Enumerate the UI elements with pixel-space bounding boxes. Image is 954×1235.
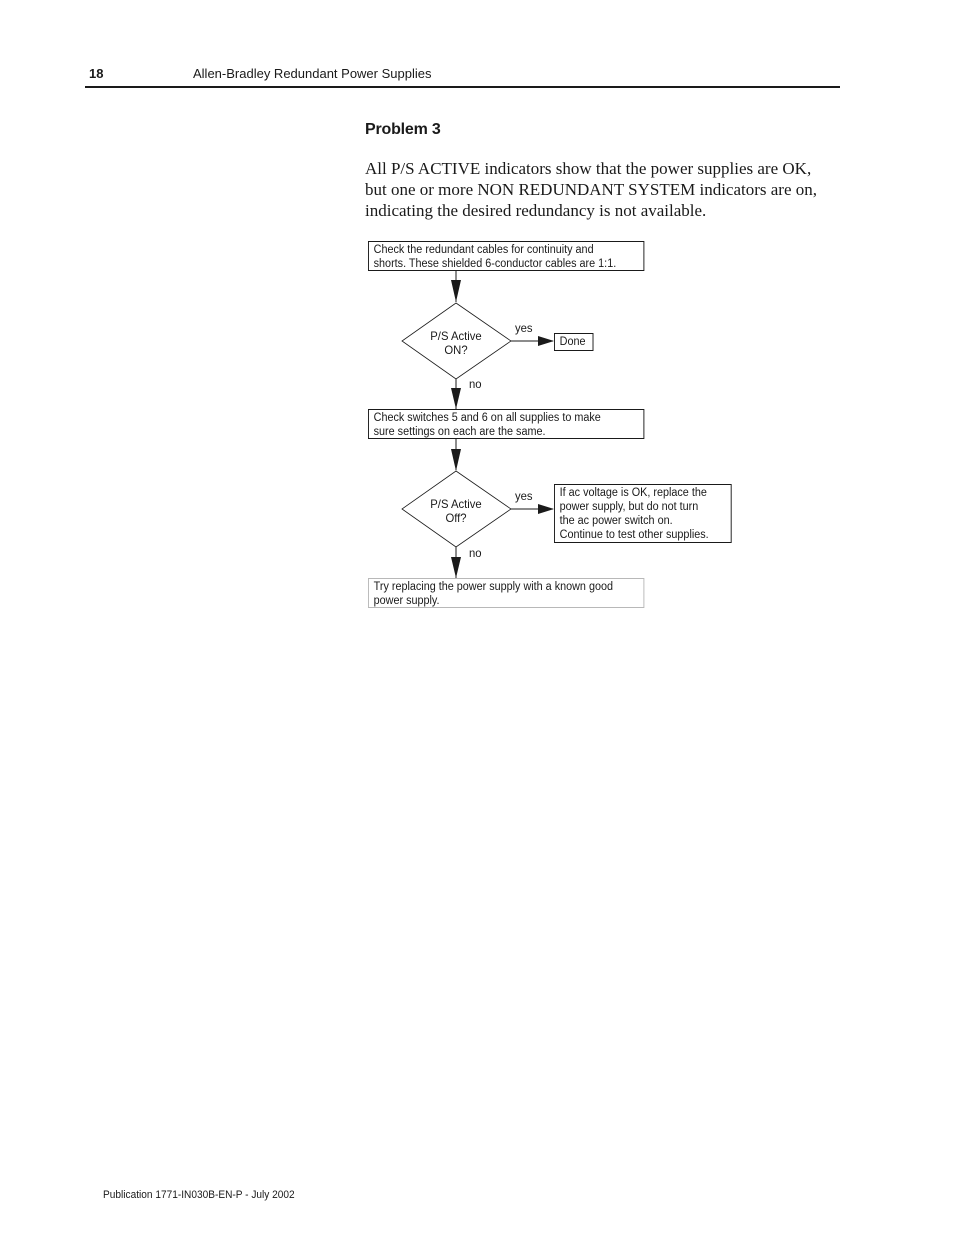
step-check-switches-line2: sure settings on each are the same. xyxy=(373,426,546,438)
step-try-replacing-line1: Try replacing the power supply with a known good xyxy=(373,581,614,593)
page-number: 18 xyxy=(89,66,104,81)
step-try-replacing xyxy=(368,578,644,608)
decision2-no-label: no xyxy=(469,546,482,560)
step-check-cables xyxy=(368,241,644,271)
replace-supply-box xyxy=(554,484,732,543)
decision1-no-label: no xyxy=(469,377,482,391)
decision1-line1: P/S Active xyxy=(430,329,482,343)
done-box xyxy=(554,333,593,351)
decision2-label xyxy=(405,497,507,525)
arrowhead-step2 xyxy=(451,388,461,409)
arrowhead-decision1 xyxy=(451,280,461,302)
decision2-line2: Off? xyxy=(445,511,467,525)
running-title: Allen-Bradley Redundant Power Supplies xyxy=(193,66,432,81)
done-text: Done xyxy=(559,336,586,348)
arrowhead-step3 xyxy=(451,557,461,578)
step-check-switches-line1: Check switches 5 and 6 on all supplies to make xyxy=(373,412,601,424)
step-try-replacing-line2: power supply. xyxy=(373,595,440,607)
step-check-cables-line1: Check the redundant cables for continuity and xyxy=(373,244,594,256)
replace-supply-line2: power supply, but do not turn xyxy=(559,501,699,513)
arrowhead-decision2 xyxy=(451,449,461,471)
intro-paragraph: All P/S ACTIVE indicators show that the power supplies are OK, but one or more NON REDUNDANT SYSTEM indicators are on, indicating the desired redundancy is not available. xyxy=(365,159,818,220)
section-heading: Problem 3 xyxy=(365,121,441,138)
arrowhead-replace xyxy=(538,504,554,514)
arrowhead-done xyxy=(538,336,554,346)
replace-supply-line3: the ac power switch on. xyxy=(559,515,673,527)
decision1-line2: ON? xyxy=(444,343,468,357)
decision2-yes-label: yes xyxy=(515,489,533,503)
decision2-line1: P/S Active xyxy=(430,497,482,511)
decision1-yes-label: yes xyxy=(515,321,533,335)
publication-footer: Publication 1771-IN030B-EN-P - July 2002 xyxy=(103,1189,295,1201)
replace-supply-line4: Continue to test other supplies. xyxy=(559,529,709,541)
decision1-label xyxy=(405,329,507,357)
step-check-switches xyxy=(368,409,644,439)
replace-supply-line1: If ac voltage is OK, replace the xyxy=(559,487,707,499)
step-check-cables-line2: shorts. These shielded 6-conductor cables are 1:1. xyxy=(373,258,617,270)
